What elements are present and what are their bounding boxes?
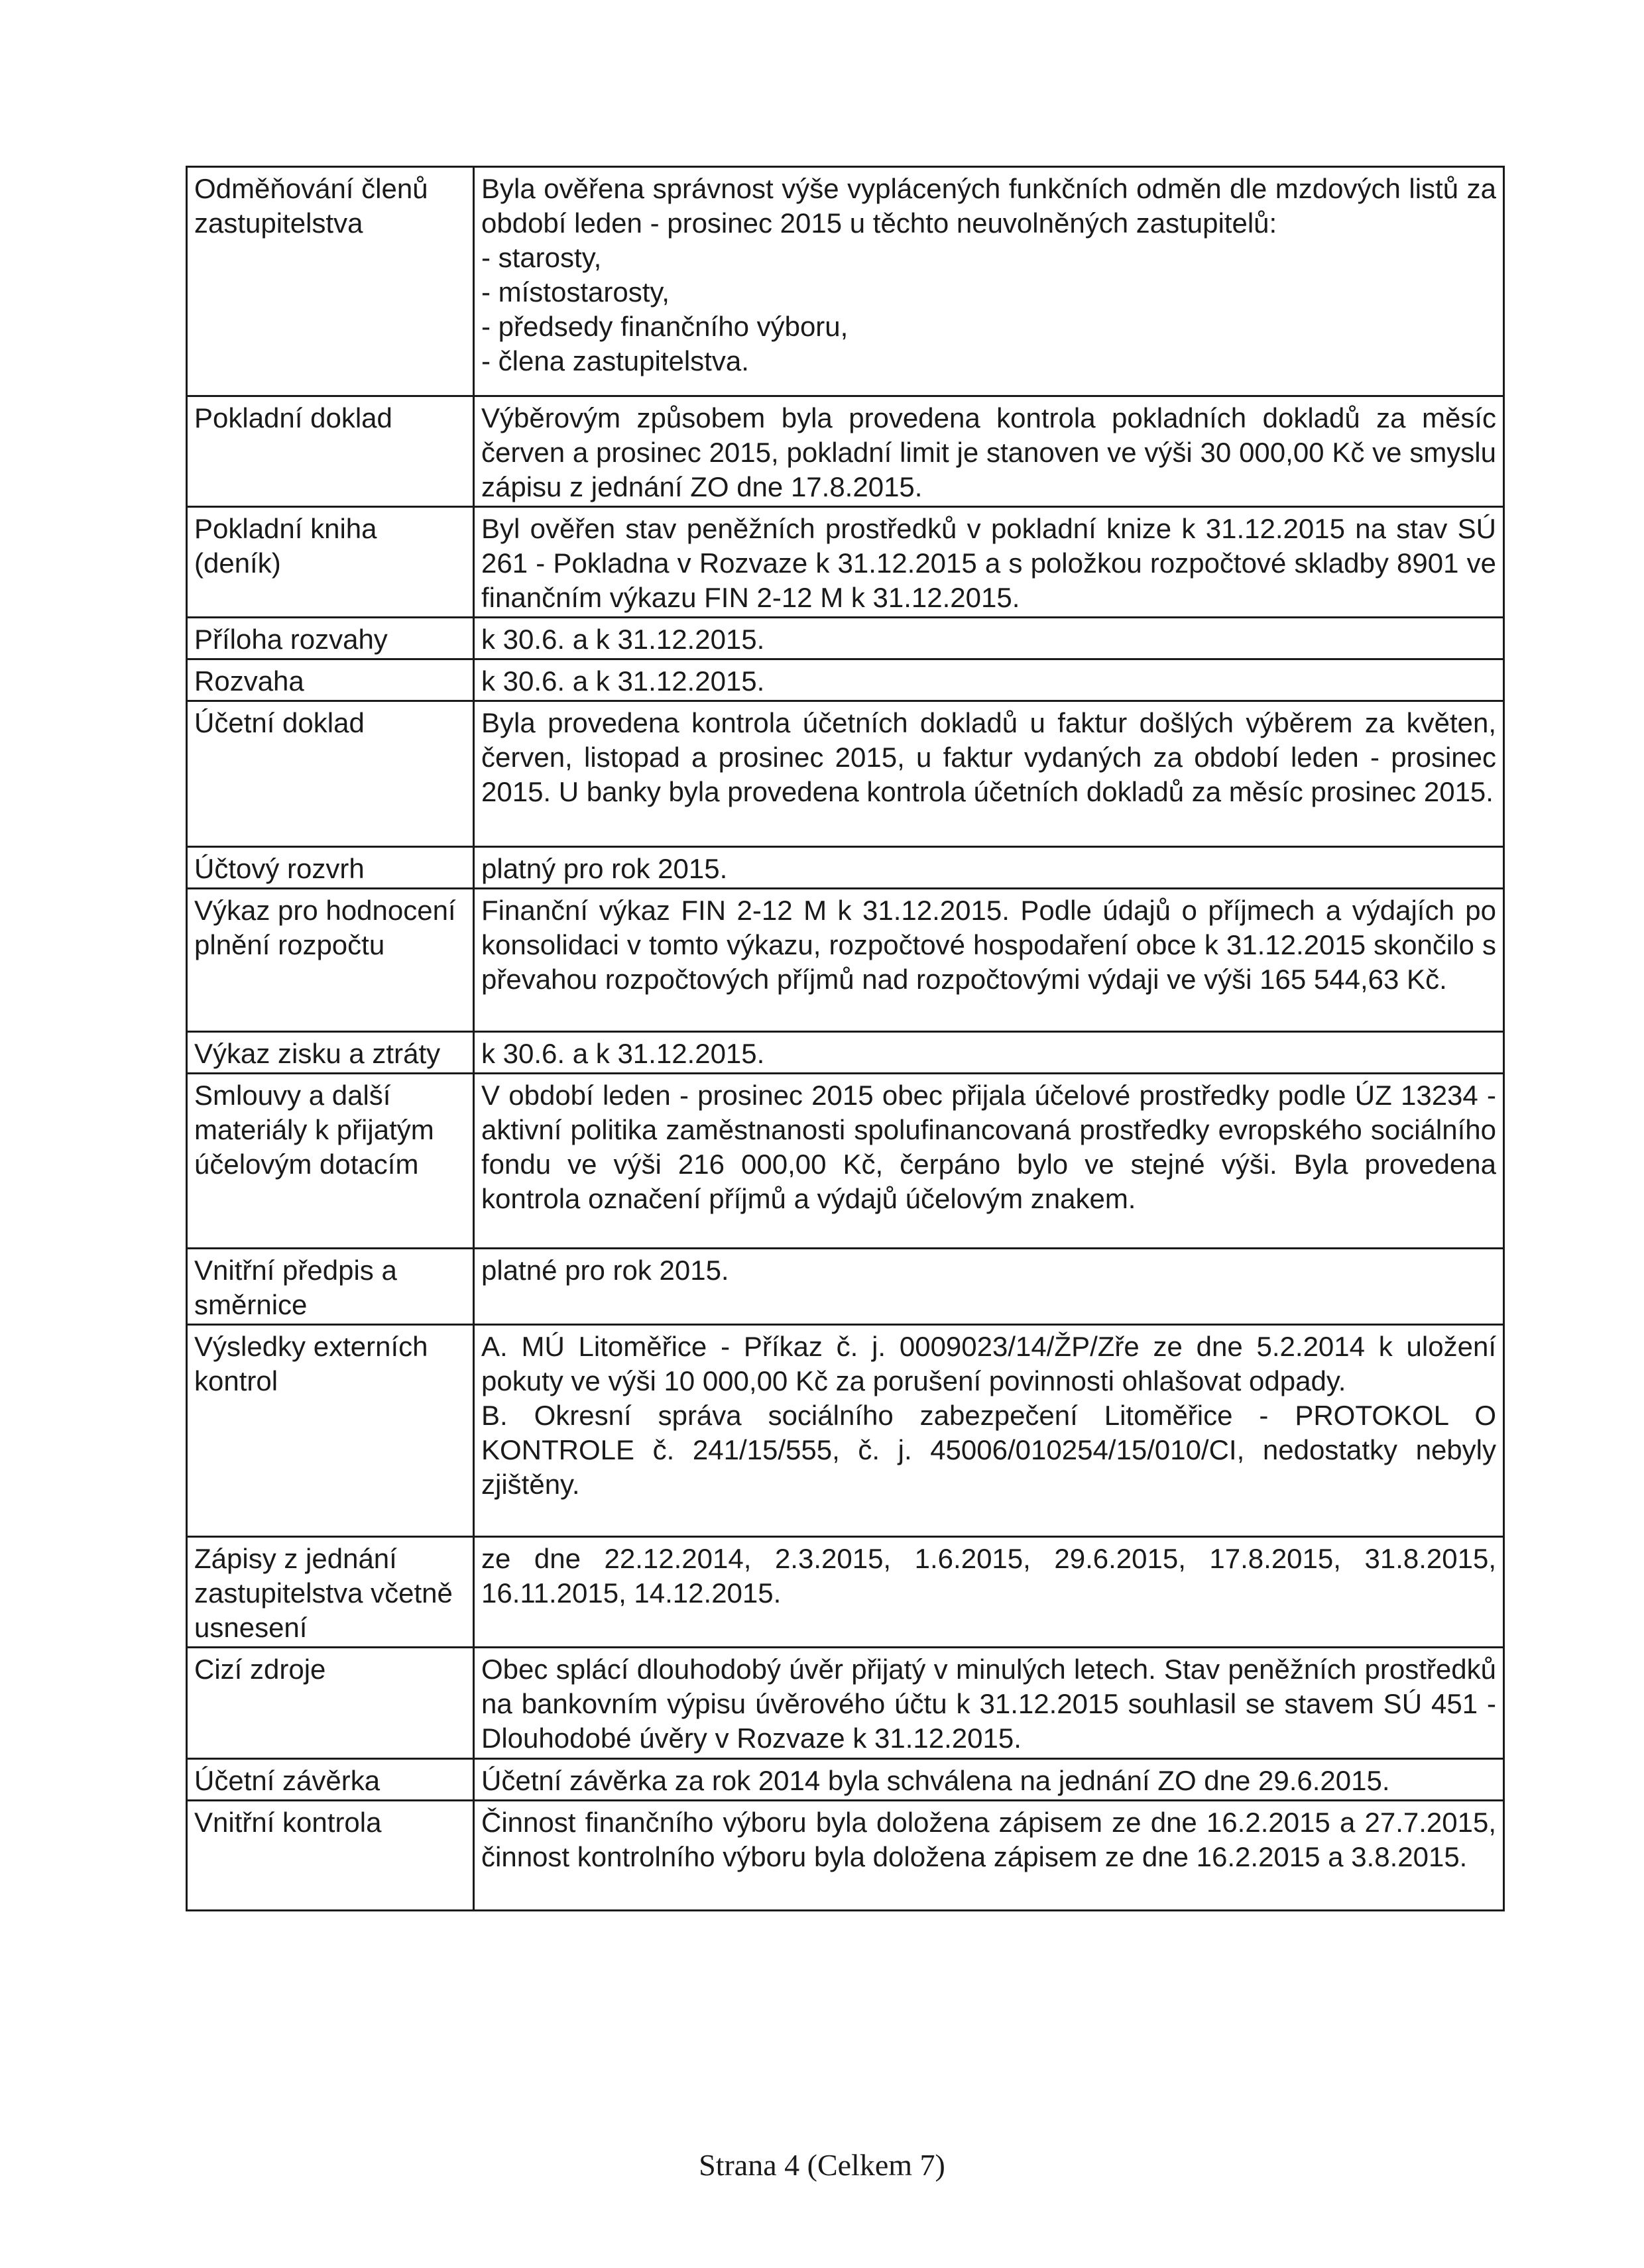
row-label-line: Pokladní doklad <box>194 402 392 433</box>
table-row <box>187 659 1504 701</box>
row-content-paragraph: Finanční výkaz FIN 2-12 M k 31.12.2015. Podle údajů o příjmech a výdajích po konsolidaci v tomto výkazu, rozpočtové hospodaření obce k 31.12.2015 skončilo s převahou rozpočtových příjmů nad rozpočtovými výdaji ve výši 165 544,63 Kč. <box>481 895 1496 995</box>
inspection-table-body <box>187 167 1504 1911</box>
row-content-paragraph: Byl ověřen stav peněžních prostředků v pokladní knize k 31.12.2015 na stav SÚ 261 - Pokladna v Rozvaze k 31.12.2015 a s položkou rozpočtové skladby 8901 ve finančním výkazu FIN 2-12 M k 31.12.2015. <box>481 513 1496 613</box>
row-label-line: zastupitelstva včetně <box>194 1577 453 1609</box>
table-row <box>187 1537 1504 1648</box>
row-label-cell <box>187 167 474 396</box>
row-label-cell <box>187 1249 474 1325</box>
row-label-cell <box>187 1759 474 1801</box>
row-content-paragraph: Byla provedena kontrola účetních dokladů u faktur došlých výběrem za květen, červen, listopad a prosinec 2015, u faktur vydaných za období leden - prosinec 2015. U banky byla provedena kontrola účetních dokladů za měsíc prosinec 2015. <box>481 707 1496 807</box>
table-row <box>187 618 1504 659</box>
row-content-cell <box>474 1801 1504 1911</box>
row-content-cell <box>474 1325 1504 1537</box>
row-label-line: Zápisy z jednání <box>194 1543 397 1574</box>
row-label-line: Rozvaha <box>194 665 304 697</box>
row-label-line: zastupitelstva <box>194 207 363 239</box>
row-label-line: Příloha rozvahy <box>194 624 388 655</box>
table-row <box>187 1648 1504 1759</box>
inspection-table <box>186 166 1505 1911</box>
row-label-line: Cizí zdroje <box>194 1654 326 1685</box>
row-label-line: Výsledky externích <box>194 1331 428 1362</box>
row-label-cell <box>187 659 474 701</box>
row-label-line: Odměňování členů <box>194 173 428 204</box>
row-content-paragraph: Výběrovým způsobem byla provedena kontrola pokladních dokladů za měsíc červen a prosinec 2015, pokladní limit je stanoven ve výši 30 000,00 Kč ve smyslu zápisu z jednání ZO dne 17.8.2015. <box>481 402 1496 502</box>
table-row <box>187 1249 1504 1325</box>
row-content-cell <box>474 507 1504 618</box>
table-row <box>187 889 1504 1032</box>
row-label-cell <box>187 618 474 659</box>
row-content-cell <box>474 1648 1504 1759</box>
row-label-cell <box>187 1074 474 1249</box>
row-label-cell <box>187 1537 474 1648</box>
row-label-line: Pokladní kniha <box>194 513 377 544</box>
row-label-line: Vnitřní předpis a <box>194 1255 397 1286</box>
row-label-line: Výkaz zisku a ztráty <box>194 1038 441 1069</box>
row-content-cell <box>474 701 1504 847</box>
row-content-paragraph: - místostarosty, <box>481 276 670 308</box>
row-content-cell <box>474 1759 1504 1801</box>
table-row <box>187 1759 1504 1801</box>
row-content-paragraph: - člena zastupitelstva. <box>481 345 749 376</box>
table-row <box>187 1032 1504 1074</box>
row-content-cell <box>474 1249 1504 1325</box>
row-label-line: Výkaz pro hodnocení <box>194 895 456 926</box>
row-content-paragraph: - starosty, <box>481 242 602 273</box>
row-label-line: Vnitřní kontrola <box>194 1807 382 1838</box>
row-content-paragraph: k 30.6. a k 31.12.2015. <box>481 665 765 697</box>
row-content-paragraph: Byla ověřena správnost výše vyplácených funkčních odměn dle mzdových listů za období leden - prosinec 2015 u těchto neuvolněných zastupitelů: <box>481 173 1496 239</box>
row-content-paragraph: k 30.6. a k 31.12.2015. <box>481 624 765 655</box>
row-content-cell <box>474 659 1504 701</box>
row-label-cell <box>187 889 474 1032</box>
row-label-line: (deník) <box>194 547 281 579</box>
row-content-cell <box>474 1032 1504 1074</box>
row-content-paragraph: B. Okresní správa sociálního zabezpečení Litoměřice - PROTOKOL O KONTROLE č. 241/15/555, č. j. 45006/010254/15/010/CI, nedostatky nebyly zjištěny. <box>481 1400 1496 1500</box>
row-content-paragraph: ze dne 22.12.2014, 2.3.2015, 1.6.2015, 29.6.2015, 17.8.2015, 31.8.2015, 16.11.2015, 14.12.2015. <box>481 1543 1496 1609</box>
row-label-cell <box>187 507 474 618</box>
row-label-line: Smlouvy a další <box>194 1080 391 1111</box>
row-content-paragraph: k 30.6. a k 31.12.2015. <box>481 1038 765 1069</box>
row-content-paragraph: Obec splácí dlouhodobý úvěr přijatý v minulých letech. Stav peněžních prostředků na bankovním výpisu úvěrového účtu k 31.12.2015 souhlasil se stavem SÚ 451 - Dlouhodobé úvěry v Rozvaze k 31.12.2015. <box>481 1654 1496 1754</box>
row-label-cell <box>187 1325 474 1537</box>
row-content-cell <box>474 1074 1504 1249</box>
row-content-paragraph: - předsedy finančního výboru, <box>481 311 849 342</box>
page-number-footer: Strana 4 (Celkem 7) <box>699 2148 945 2182</box>
table-row <box>187 701 1504 847</box>
row-label-line: Účetní závěrka <box>194 1765 381 1796</box>
row-content-paragraph: V období leden - prosinec 2015 obec přijala účelové prostředky podle ÚZ 13234 - aktivní politika zaměstnanosti spolufinancovaná prostředky evropského sociálního fondu ve výši 216 000,00 Kč, čerpáno bylo ve stejné výši. Byla provedena kontrola označení příjmů a výdajů účelovým znakem. <box>481 1080 1496 1214</box>
row-label-line: plnění rozpočtu <box>194 929 385 960</box>
row-label-line: usnesení <box>194 1612 308 1643</box>
row-content-cell <box>474 618 1504 659</box>
row-content-paragraph: Účetní závěrka za rok 2014 byla schválena na jednání ZO dne 29.6.2015. <box>481 1765 1390 1796</box>
row-content-cell <box>474 889 1504 1032</box>
row-label-cell <box>187 701 474 847</box>
row-label-line: kontrol <box>194 1365 278 1396</box>
row-content-cell <box>474 847 1504 889</box>
row-label-cell <box>187 1032 474 1074</box>
row-label-cell <box>187 1801 474 1911</box>
row-content-paragraph: A. MÚ Litoměřice - Příkaz č. j. 0009023/14/ŽP/Zře ze dne 5.2.2014 k uložení pokuty ve výši 10 000,00 Kč za porušení povinnosti ohlašovat odpady. <box>481 1331 1496 1396</box>
row-label-line: Účtový rozvrh <box>194 853 365 884</box>
row-content-cell <box>474 1537 1504 1648</box>
row-content-cell <box>474 396 1504 507</box>
table-row <box>187 1074 1504 1249</box>
table-row <box>187 1325 1504 1537</box>
row-content-paragraph: Činnost finančního výboru byla doložena zápisem ze dne 16.2.2015 a 27.7.2015, činnost kontrolního výboru byla doložena zápisem ze dne 16.2.2015 a 3.8.2015. <box>481 1807 1496 1872</box>
table-row <box>187 847 1504 889</box>
row-label-line: účelovým dotacím <box>194 1149 419 1180</box>
row-content-cell <box>474 167 1504 396</box>
table-row <box>187 507 1504 618</box>
table-row <box>187 396 1504 507</box>
row-label-cell <box>187 1648 474 1759</box>
table-row <box>187 167 1504 396</box>
row-label-cell <box>187 396 474 507</box>
row-label-line: směrnice <box>194 1289 308 1320</box>
row-content-paragraph: platný pro rok 2015. <box>481 853 728 884</box>
table-row <box>187 1801 1504 1911</box>
row-label-cell <box>187 847 474 889</box>
row-label-line: materiály k přijatým <box>194 1114 434 1145</box>
row-content-paragraph: platné pro rok 2015. <box>481 1255 729 1286</box>
row-label-line: Účetní doklad <box>194 707 365 738</box>
